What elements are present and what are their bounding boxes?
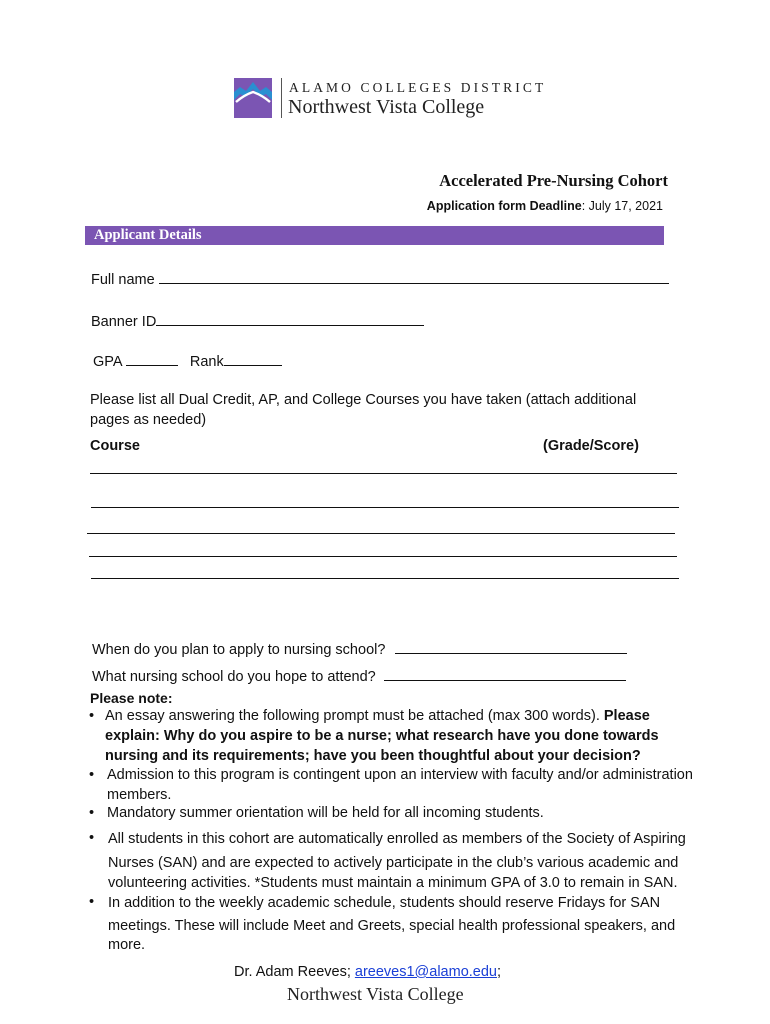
note-fridays-line2: meetings. These will include Meet and Greets, special health professional speakers, and (108, 918, 676, 934)
question-apply-label: When do you plan to apply to nursing school? (92, 642, 386, 658)
note-bullet-admission (89, 765, 749, 805)
note-admission-line1: Admission to this program is contingent upon an interview with faculty and/or administration (107, 767, 693, 783)
bullet-dot: • (89, 830, 95, 846)
note-bullet-orientation (89, 803, 749, 823)
note-san-line3: volunteering activities. *Students must maintain a minimum GPA of 3.0 to remain in SAN. (108, 875, 678, 891)
note-bullet-san (89, 828, 749, 892)
course-line-4[interactable] (89, 556, 677, 557)
college-name: Northwest Vista College (288, 96, 485, 118)
note-fridays-line3: more. (108, 937, 146, 953)
gpa-label: GPA (93, 354, 122, 370)
banner-id-row (91, 310, 424, 330)
question-apply-row (92, 638, 627, 658)
note-essay-line2: explain: Why do you aspire to be a nurse; what research have you done towards (105, 728, 659, 744)
note-fridays-line1: In addition to the weekly academic schedule, students should reserve Fridays for SAN (108, 895, 661, 911)
section-header-label: Applicant Details (94, 227, 202, 243)
org-name: ALAMO COLLEGES DISTRICT (289, 80, 547, 95)
question-school-row (92, 665, 626, 685)
question-apply-line[interactable] (395, 638, 627, 654)
logo-divider (281, 78, 282, 118)
contact-email-link[interactable]: areeves1@alamo.edu (354, 964, 497, 980)
note-admission-line2: members. (107, 787, 172, 803)
college-logo-icon (234, 78, 272, 118)
bullet-dot: • (89, 767, 95, 783)
course-line-2[interactable] (91, 507, 679, 508)
banner-id-label: Banner ID (91, 314, 157, 330)
course-line-1[interactable] (90, 473, 677, 474)
note-san-line2: Nurses (SAN) and are expected to actively participate in the club’s various academic and (108, 855, 679, 871)
section-header-bar (85, 226, 664, 245)
course-column-header: Course (90, 438, 140, 454)
notes-header: Please note: (90, 690, 173, 706)
full-name-line[interactable] (159, 268, 669, 284)
full-name-label: Full name (91, 272, 155, 288)
footer-college-name: Northwest Vista College (287, 984, 464, 1004)
contact-name: Dr. Adam Reeves; (234, 964, 355, 980)
bullet-dot: • (89, 708, 95, 724)
banner-id-line[interactable] (156, 310, 424, 326)
rank-label: Rank (189, 354, 224, 370)
courses-instructions-1: Please list all Dual Credit, AP, and College Courses you have taken (attach additional (90, 392, 637, 408)
bullet-dot: • (89, 805, 95, 821)
note-bullet-essay (89, 706, 749, 766)
deadline (427, 199, 663, 213)
courses-instructions-2: pages as needed) (90, 412, 207, 428)
note-essay-line1: An essay answering the following prompt must be attached (max 300 words). Please (105, 708, 650, 724)
note-orientation-text: Mandatory summer orientation will be held for all incoming students. (107, 805, 544, 821)
contact-suffix: ; (496, 964, 502, 980)
question-school-label: What nursing school do you hope to attend? (92, 669, 376, 685)
note-san-line1: All students in this cohort are automatically enrolled as members of the Society of Aspiring (108, 831, 686, 847)
note-essay-line3: nursing and its requirements; have you been thoughtful about your decision? (105, 748, 641, 764)
note-bullet-fridays (89, 892, 749, 956)
question-school-line[interactable] (384, 665, 626, 681)
gpa-rank-row (93, 350, 282, 370)
rank-line[interactable] (224, 350, 282, 366)
deadline-label: Application form Deadline (426, 199, 582, 213)
gpa-line[interactable] (126, 350, 178, 366)
course-line-3[interactable] (87, 533, 675, 534)
course-line-5[interactable] (91, 578, 679, 579)
grade-column-header: (Grade/Score) (543, 438, 639, 454)
bullet-dot: • (89, 894, 95, 910)
contact-line (234, 964, 501, 980)
form-title: Accelerated Pre-Nursing Cohort (439, 171, 668, 190)
deadline-value: : July 17, 2021 (581, 199, 663, 213)
full-name-row (91, 268, 669, 288)
